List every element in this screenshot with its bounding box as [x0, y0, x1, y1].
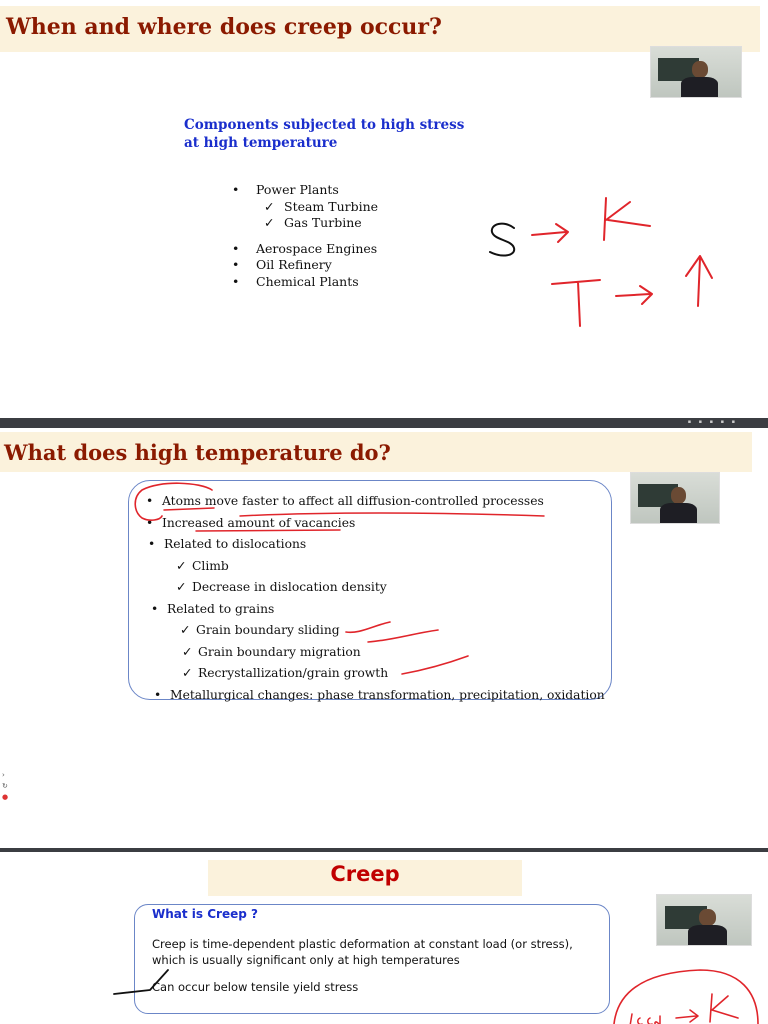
list-item: • Aerospace Engines	[232, 240, 378, 256]
bullet-icon: •	[151, 601, 159, 616]
check-icon: ✓	[176, 558, 187, 573]
record-icon[interactable]: ●	[2, 793, 9, 801]
ink-underline	[164, 508, 214, 510]
ink-up-arrow-glyph	[686, 256, 712, 306]
refresh-icon[interactable]: ↻	[2, 782, 8, 790]
ink-arrow	[532, 224, 568, 242]
bullet-icon: •	[232, 273, 240, 289]
slide-2	[0, 428, 752, 848]
ink-annotations	[0, 0, 760, 418]
heading-line-1: Components subjected to high stress	[184, 117, 465, 133]
ink-squiggle	[368, 630, 438, 642]
check-icon: ✓	[264, 215, 275, 230]
ink-underline	[196, 530, 340, 531]
list-item: • Metallurgical changes: phase transformation, precipitation, oxidation	[146, 685, 605, 707]
bullet-icon: •	[146, 515, 154, 530]
definition-line-2: which is usually significant only at high temperatures	[152, 953, 460, 967]
ink-squiggle	[346, 622, 390, 632]
left-sidebar-icons	[0, 768, 14, 848]
ink-circle	[135, 483, 212, 520]
check-icon: ✓	[180, 623, 191, 637]
presenter-toolbar	[0, 418, 768, 428]
ink-annotations	[0, 852, 768, 1024]
bullet-icon: •	[232, 182, 240, 197]
ink-oval	[614, 970, 758, 1024]
check-icon: ✓	[176, 580, 187, 594]
sub-list-item: ✓ Decrease in dislocation density	[146, 577, 605, 599]
slide-3	[0, 852, 768, 1024]
list-item: • Atoms move faster to affect all diffusion-controlled processes	[146, 491, 605, 513]
sub-list-item: ✓ Recrystallization/grain growth	[146, 663, 605, 685]
bullet-icon: •	[154, 687, 162, 702]
slide-title: What does high temperature do?	[4, 440, 391, 465]
ink-arrow	[676, 1010, 698, 1022]
bullet-icon: •	[148, 537, 156, 551]
list-item: • Related to grains	[146, 599, 605, 621]
list-item: • Increased amount of vacancies	[146, 513, 605, 535]
bullet-icon: •	[146, 494, 154, 508]
ink-arrow	[616, 286, 652, 304]
check-icon: ✓	[264, 198, 275, 214]
ink-t-glyph	[552, 280, 600, 326]
ink-squiggle	[402, 656, 468, 674]
list-item: • Related to dislocations	[146, 534, 605, 556]
sub-list-item: ✓ Gas Turbine	[264, 215, 362, 230]
ink-underline	[240, 513, 544, 516]
ink-checkmark	[114, 970, 168, 994]
sub-list-item: ✓ Climb	[146, 556, 605, 578]
ink-k-glyph	[604, 198, 650, 240]
definition-line-1: Creep is time-dependent plastic deformation at constant load (or stress),	[152, 937, 573, 951]
bullet-icon: •	[232, 257, 240, 272]
toolbar-controls[interactable]: ▪ ▪ ▪ ▪ ▪	[687, 419, 738, 425]
slide-1	[0, 0, 760, 418]
ink-load-glyph	[630, 1014, 660, 1024]
ink-annotations	[0, 428, 752, 848]
slide-title: Creep	[330, 862, 400, 886]
check-icon: ✓	[182, 666, 193, 680]
bullet-icon: •	[232, 240, 240, 256]
list-item: • Chemical Plants	[232, 273, 359, 289]
sub-list-item: ✓ Steam Turbine	[264, 198, 379, 214]
slide-title: When and where does creep occur?	[6, 14, 442, 40]
sub-list-item: ✓ Grain boundary sliding	[146, 620, 605, 642]
ink-k-glyph	[710, 994, 738, 1022]
creep-note: Can occur below tensile yield stress	[152, 980, 359, 994]
question-heading: What is Creep ?	[152, 907, 258, 921]
ink-s-glyph	[490, 224, 514, 256]
list-item: • Power Plants	[232, 182, 339, 197]
sub-list-item: ✓ Grain boundary migration	[146, 642, 605, 664]
chevron-right-icon[interactable]: ›	[2, 771, 5, 779]
list-item: • Oil Refinery	[232, 257, 332, 272]
check-icon: ✓	[182, 644, 193, 659]
heading-line-2: at high temperature	[184, 135, 338, 151]
